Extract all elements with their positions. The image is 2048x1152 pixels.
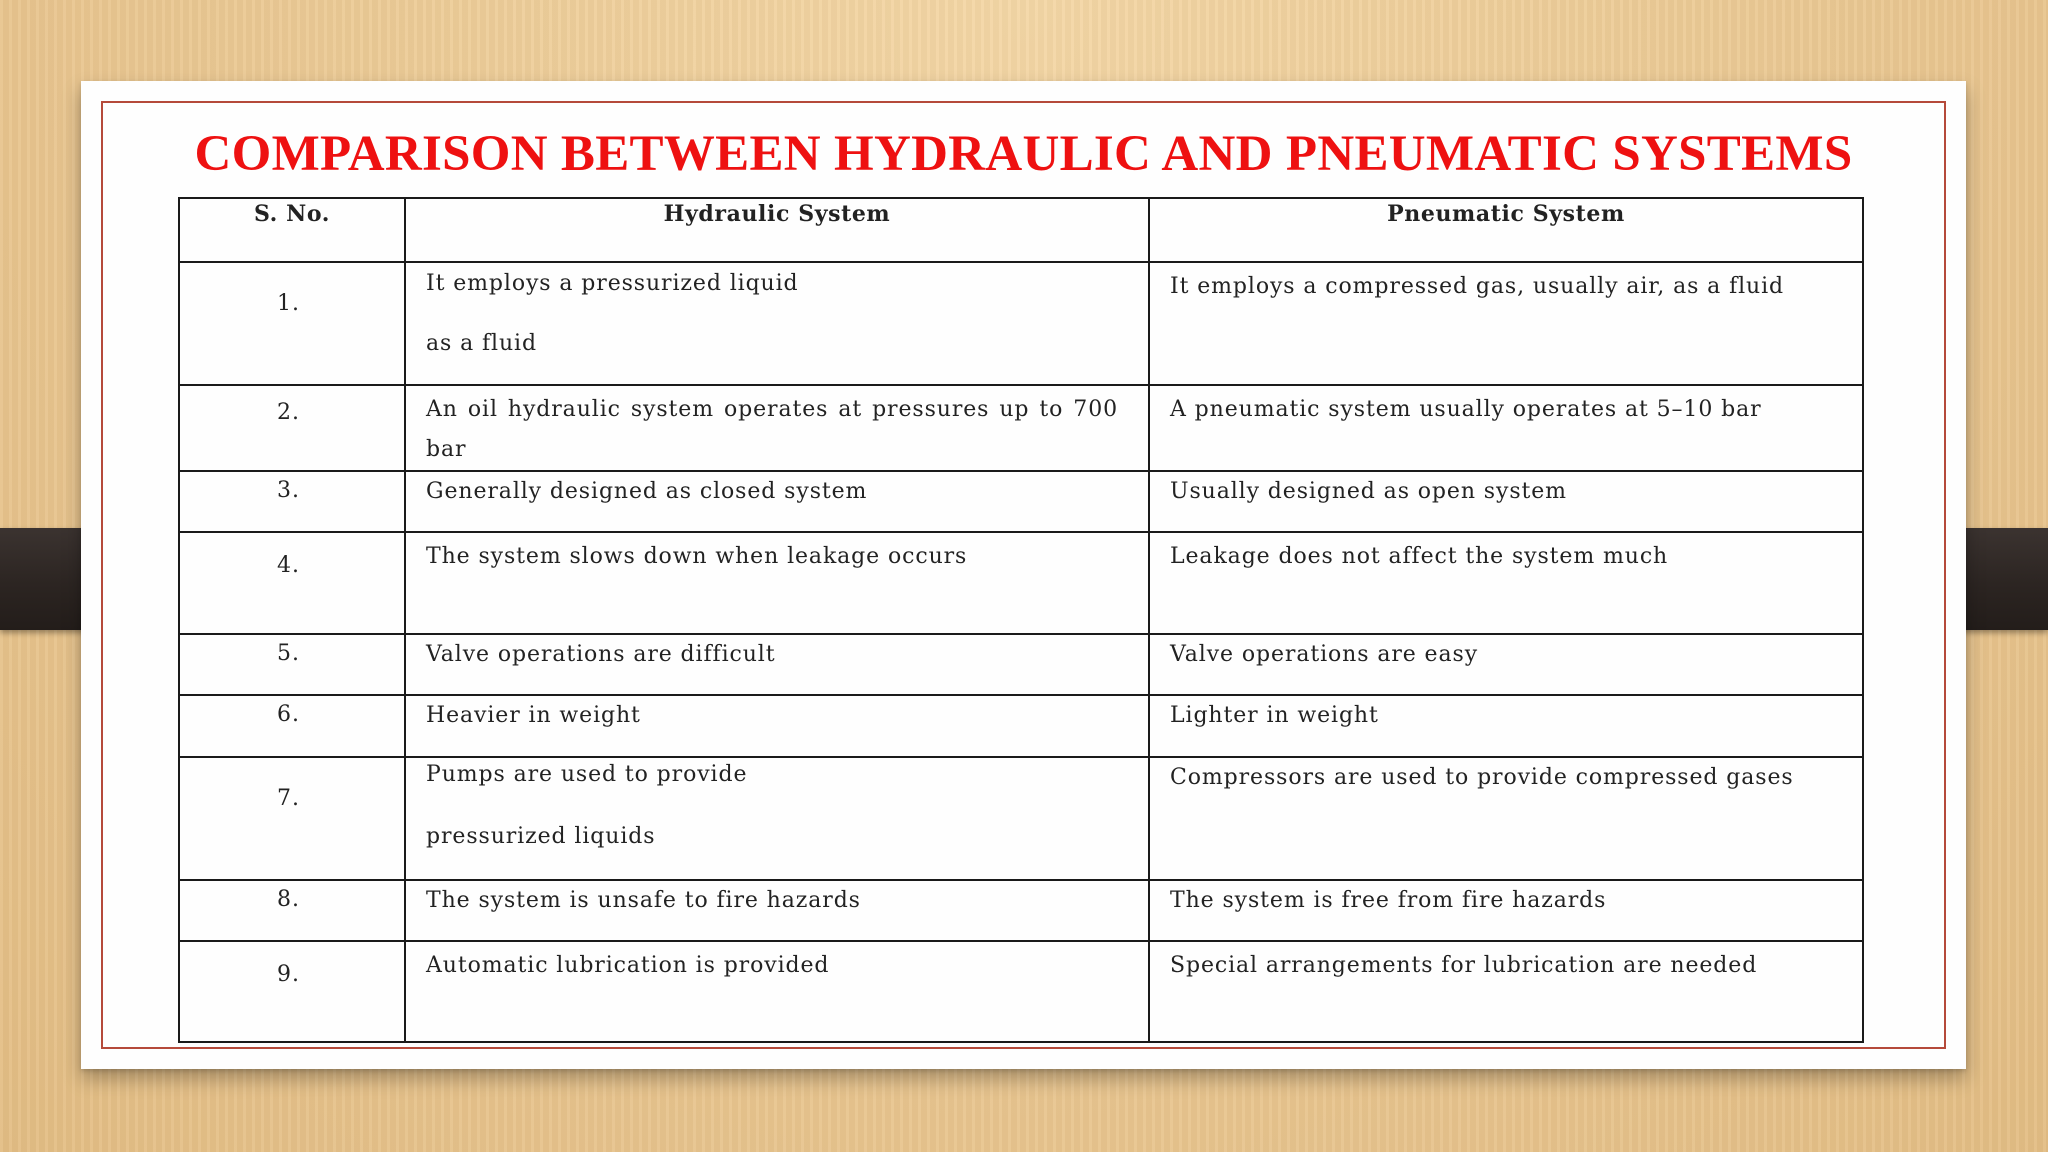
row-number: 7. <box>179 757 405 880</box>
hydraulic-text-continued: pressurized liquids <box>426 824 656 849</box>
hydraulic-cell: The system slows down when leakage occurs <box>405 532 1149 634</box>
pneumatic-cell: The system is free from fire hazards <box>1149 880 1863 941</box>
table-header-row <box>179 198 1863 262</box>
row-number: 5. <box>179 634 405 695</box>
comparison-table <box>178 197 1864 1043</box>
table-row <box>179 634 1863 695</box>
table-row <box>179 941 1863 1042</box>
pneumatic-cell: Special arrangements for lubrication are needed <box>1149 941 1863 1042</box>
row-number: 2. <box>179 385 405 471</box>
table-row <box>179 757 1863 880</box>
row-number: 4. <box>179 532 405 634</box>
hydraulic-cell: Heavier in weight <box>405 695 1149 757</box>
hydraulic-text: Pumps are used to provide <box>426 762 748 787</box>
hydraulic-cell: Automatic lubrication is provided <box>405 941 1149 1042</box>
hydraulic-cell: Valve operations are difficult <box>405 634 1149 695</box>
slide-card <box>81 81 1966 1069</box>
hydraulic-text: It employs a pressurized liquid <box>426 271 799 296</box>
hydraulic-cell: The system is unsafe to fire hazards <box>405 880 1149 941</box>
row-number: 9. <box>179 941 405 1042</box>
header-sno: S. No. <box>179 198 405 262</box>
row-number: 3. <box>179 471 405 532</box>
table-row <box>179 262 1863 385</box>
row-number: 1. <box>179 262 405 385</box>
table-row <box>179 532 1863 634</box>
pneumatic-cell: Compressors are used to provide compressed gases <box>1149 757 1863 880</box>
pneumatic-cell: Usually designed as open system <box>1149 471 1863 532</box>
table-row <box>179 695 1863 757</box>
slide-title: COMPARISON BETWEEN HYDRAULIC AND PNEUMATIC SYSTEMS <box>194 126 1853 182</box>
table-row <box>179 385 1863 471</box>
hydraulic-cell: Generally designed as closed system <box>405 471 1149 532</box>
hydraulic-cell: An oil hydraulic system operates at pressures up to 700 bar <box>405 385 1149 471</box>
pneumatic-cell: A pneumatic system usually operates at 5–10 bar <box>1149 385 1863 471</box>
pneumatic-cell: Leakage does not affect the system much <box>1149 532 1863 634</box>
header-pneumatic: Pneumatic System <box>1149 198 1863 262</box>
pneumatic-cell: Valve operations are easy <box>1149 634 1863 695</box>
pneumatic-cell: Lighter in weight <box>1149 695 1863 757</box>
row-number: 8. <box>179 880 405 941</box>
hydraulic-cell <box>405 262 1149 385</box>
table-row <box>179 471 1863 532</box>
pneumatic-cell: It employs a compressed gas, usually air, as a fluid <box>1149 262 1863 385</box>
hydraulic-text-continued: as a fluid <box>426 331 537 356</box>
table-row <box>179 880 1863 941</box>
row-number: 6. <box>179 695 405 757</box>
header-hydraulic: Hydraulic System <box>405 198 1149 262</box>
hydraulic-cell <box>405 757 1149 880</box>
